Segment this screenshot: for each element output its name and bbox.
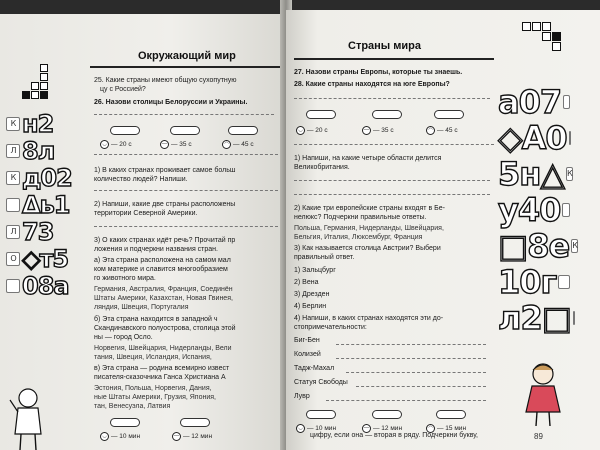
letter-box: Л xyxy=(6,225,20,239)
strip-symbols: ◇А0 xyxy=(498,119,567,157)
answer-line xyxy=(336,358,486,359)
option-list-a-cont: Штаты Америки, Казахстан, Новая Гвинея, xyxy=(94,295,233,302)
strip-symbols: Δь1 xyxy=(22,190,70,219)
timer-35s: — — 35 с xyxy=(162,141,192,148)
answer-line xyxy=(294,194,490,195)
boy-illustration-icon xyxy=(8,384,48,450)
task-1: 1) Напиши, на какие четыре области делится xyxy=(294,155,442,162)
strip-row xyxy=(6,110,78,137)
answer-line xyxy=(326,400,486,401)
task-1-cont: Великобритания. xyxy=(294,164,350,171)
timer-20s: ◡ — 20 с xyxy=(296,126,328,135)
option-list-a-cont2: ляндия, Швеция, Португалия xyxy=(94,304,189,311)
strip-row xyxy=(6,272,78,299)
question-28: 28. Какие страны находятся на юге Европы? xyxy=(294,81,450,88)
strip-row xyxy=(498,300,570,336)
strip-row xyxy=(6,245,78,272)
girl-illustration-icon xyxy=(520,360,566,430)
strip-symbols: 73 xyxy=(22,217,54,246)
task-3: 3) О каких странах идёт речь? Прочитай пр xyxy=(94,237,236,244)
task-2: 2) Какие три европейские страны входят в Бе- xyxy=(294,205,445,212)
strip-symbols: н2 xyxy=(22,109,54,138)
question-27: 27. Назови страны Европы, которые ты знаешь. xyxy=(294,69,463,76)
task-4: 4) Напиши, в каких странах находятся эти до- xyxy=(294,315,444,322)
strip-symbols: у40 xyxy=(498,191,561,229)
timer-45s: ◠ — 45 с xyxy=(426,126,458,135)
letter-box: О xyxy=(6,252,20,266)
sad-face-icon: ◠ xyxy=(426,126,435,135)
letter-box xyxy=(6,279,20,293)
letter-box: К xyxy=(571,239,578,253)
answer-line xyxy=(294,98,490,99)
page-number: 89 xyxy=(534,432,543,441)
timer-pill xyxy=(434,110,464,119)
timer-pill xyxy=(110,126,140,135)
task-2-cont: территории Северной Америки. xyxy=(94,210,198,217)
question-25: 25. Какие страны имеют общую сухопутную xyxy=(94,77,237,84)
strip-symbols: □8е xyxy=(498,227,570,265)
strip-symbols: л2□ xyxy=(498,299,571,337)
letter-box xyxy=(6,198,20,212)
strip-row xyxy=(498,84,570,120)
timer-pill xyxy=(372,110,402,119)
timer-10min: ◡ — 10 мин xyxy=(100,432,140,441)
sight-2: Колизей xyxy=(294,351,321,358)
strip-row xyxy=(498,192,570,228)
task-3c: в) Эта страна — родина всемирно извест xyxy=(94,365,230,372)
answer-line xyxy=(94,190,278,191)
timer-pill xyxy=(372,410,402,419)
timer-pill xyxy=(306,410,336,419)
letter-box: Л xyxy=(6,144,20,158)
answer-line xyxy=(94,114,274,115)
timer-pill xyxy=(228,126,258,135)
option-3: 3) Дрезден xyxy=(294,291,330,298)
strip-symbols: 08а xyxy=(22,271,69,300)
option-list-b-cont: тания, Швеция, Исландия, Испания, xyxy=(94,354,212,361)
sad-face-icon: ◠ xyxy=(426,424,435,433)
divider xyxy=(94,154,278,155)
strip-symbols: 8л xyxy=(22,136,55,165)
answer-line xyxy=(294,180,490,181)
strip-row xyxy=(6,137,78,164)
strip-row xyxy=(6,218,78,245)
task-1: 1) В каких странах проживает самое больш xyxy=(94,167,236,174)
answer-line xyxy=(356,386,486,387)
option-list-c-cont2: тан, Венесуэла, Латвия xyxy=(94,403,171,410)
task-3: 3) Как называется столица Австрии? Выбери xyxy=(294,245,441,252)
question-26: 26. Назови столицы Белоруссии и Украины. xyxy=(94,99,248,106)
neutral-face-icon: — xyxy=(174,433,179,439)
tetris-logo-icon xyxy=(14,64,54,108)
timer-15min: ◠ — 15 мин xyxy=(426,424,466,433)
task-3b-cont2: ны — город Осло. xyxy=(94,334,153,341)
question-25-cont: цу с Россией? xyxy=(100,86,146,93)
option-list-c: Эстония, Польша, Норвегия, Дания, xyxy=(94,385,212,392)
letter-box xyxy=(563,95,570,109)
letter-box: К xyxy=(566,167,573,181)
task-3-cont: правильный ответ. xyxy=(294,254,355,261)
option-list-c-cont: ные Штаты Америки, Грузия, Япония, xyxy=(94,394,217,401)
strip-symbols: 5н△ xyxy=(498,155,564,193)
answer-line xyxy=(94,226,278,227)
happy-face-icon: ◡ xyxy=(296,424,305,433)
letter-box xyxy=(558,275,570,289)
letter-box: К xyxy=(6,117,20,131)
happy-face-icon: ◡ xyxy=(296,126,305,135)
letter-box: К xyxy=(6,171,20,185)
option-list-cont: Бельгия, Италия, Люксембург, Франция xyxy=(294,234,423,241)
timer-20s: ◡ — 20 с xyxy=(100,140,132,149)
strip-row xyxy=(498,120,570,156)
option-2: 2) Вена xyxy=(294,279,319,286)
happy-face-icon: ◡ xyxy=(100,140,109,149)
divider xyxy=(294,144,494,145)
option-4: 4) Берлин xyxy=(294,303,327,310)
task-3a-cont2: го животного мира. xyxy=(94,275,156,282)
strip-symbols: ◇т5 xyxy=(22,244,69,273)
tetris-logo-icon xyxy=(522,22,568,66)
letter-box xyxy=(573,311,575,325)
task-3b: б) Эта страна находится в западной ч xyxy=(94,316,218,323)
neutral-face-icon: — xyxy=(162,141,167,147)
task-2: 2) Напиши, какие две страны расположены xyxy=(94,201,236,208)
sight-5: Лувр xyxy=(294,393,310,400)
letter-box xyxy=(562,203,570,217)
option-list-a: Германия, Австралия, Франция, Соединён xyxy=(94,286,233,293)
timer-pill xyxy=(170,126,200,135)
timer-35s: — — 35 с xyxy=(364,127,394,134)
sight-1: Биг-Бен xyxy=(294,337,320,344)
task-3b-cont: Скандинавского полуострова, столица этой xyxy=(94,325,236,332)
option-1: 1) Зальцбург xyxy=(294,267,336,274)
answer-line xyxy=(336,344,486,345)
timer-12min: — — 12 мин xyxy=(364,425,403,432)
left-symbol-strip xyxy=(6,110,78,299)
happy-face-icon: ◡ xyxy=(100,432,109,441)
timer-pill xyxy=(110,418,140,427)
title-rule xyxy=(90,66,280,68)
strip-row xyxy=(498,156,570,192)
sight-4: Статуя Свободы xyxy=(294,379,348,386)
strip-symbols: 10г xyxy=(498,263,557,301)
timer-pill xyxy=(436,410,466,419)
timer-10min: ◡ — 10 мин xyxy=(296,424,336,433)
neutral-face-icon: — xyxy=(364,127,369,133)
neutral-face-icon: — xyxy=(364,425,369,431)
right-symbol-strip xyxy=(498,83,577,337)
title-rule xyxy=(294,58,494,60)
timer-pill xyxy=(306,110,336,119)
task-2-cont: нелюкс? Подчеркни правильные ответы. xyxy=(294,214,427,221)
task-4-cont: стопримечательности: xyxy=(294,324,367,331)
option-list: Польша, Германия, Нидерланды, Швейцария, xyxy=(294,225,444,232)
sight-3: Тадж-Махал xyxy=(294,365,335,372)
task-3c-cont: писателя-сказочника Ганса Христиана А xyxy=(94,374,226,381)
task-1-cont: количество людей? Напиши. xyxy=(94,176,188,183)
strip-symbols: д02 xyxy=(22,163,72,192)
strip-row xyxy=(498,264,570,300)
timer-pill xyxy=(180,418,210,427)
sad-face-icon: ◠ xyxy=(222,140,231,149)
page-title: Страны мира xyxy=(348,40,421,52)
strip-symbols: а07 xyxy=(498,83,562,121)
strip-row xyxy=(6,164,78,191)
timer-45s: ◠ — 45 с xyxy=(222,140,254,149)
task-3a: а) Эта страна расположена на самом мал xyxy=(94,257,231,264)
answer-line xyxy=(346,372,486,373)
task-3-cont: ложения и подчеркни названия стран. xyxy=(94,246,218,253)
strip-row xyxy=(6,191,78,218)
task-3a-cont: ком материке и славится многообразием xyxy=(94,266,228,273)
strip-row xyxy=(498,227,577,265)
timer-12min: — — 12 мин xyxy=(174,433,213,440)
letter-box xyxy=(569,131,571,145)
page-title: Окружающий мир xyxy=(138,50,236,62)
footer-instruction: цифру, если она — вторая в ряду. Подчеркни букву, xyxy=(310,432,479,439)
option-list-b: Норвегия, Швейцария, Нидерланды, Вели xyxy=(94,345,232,352)
